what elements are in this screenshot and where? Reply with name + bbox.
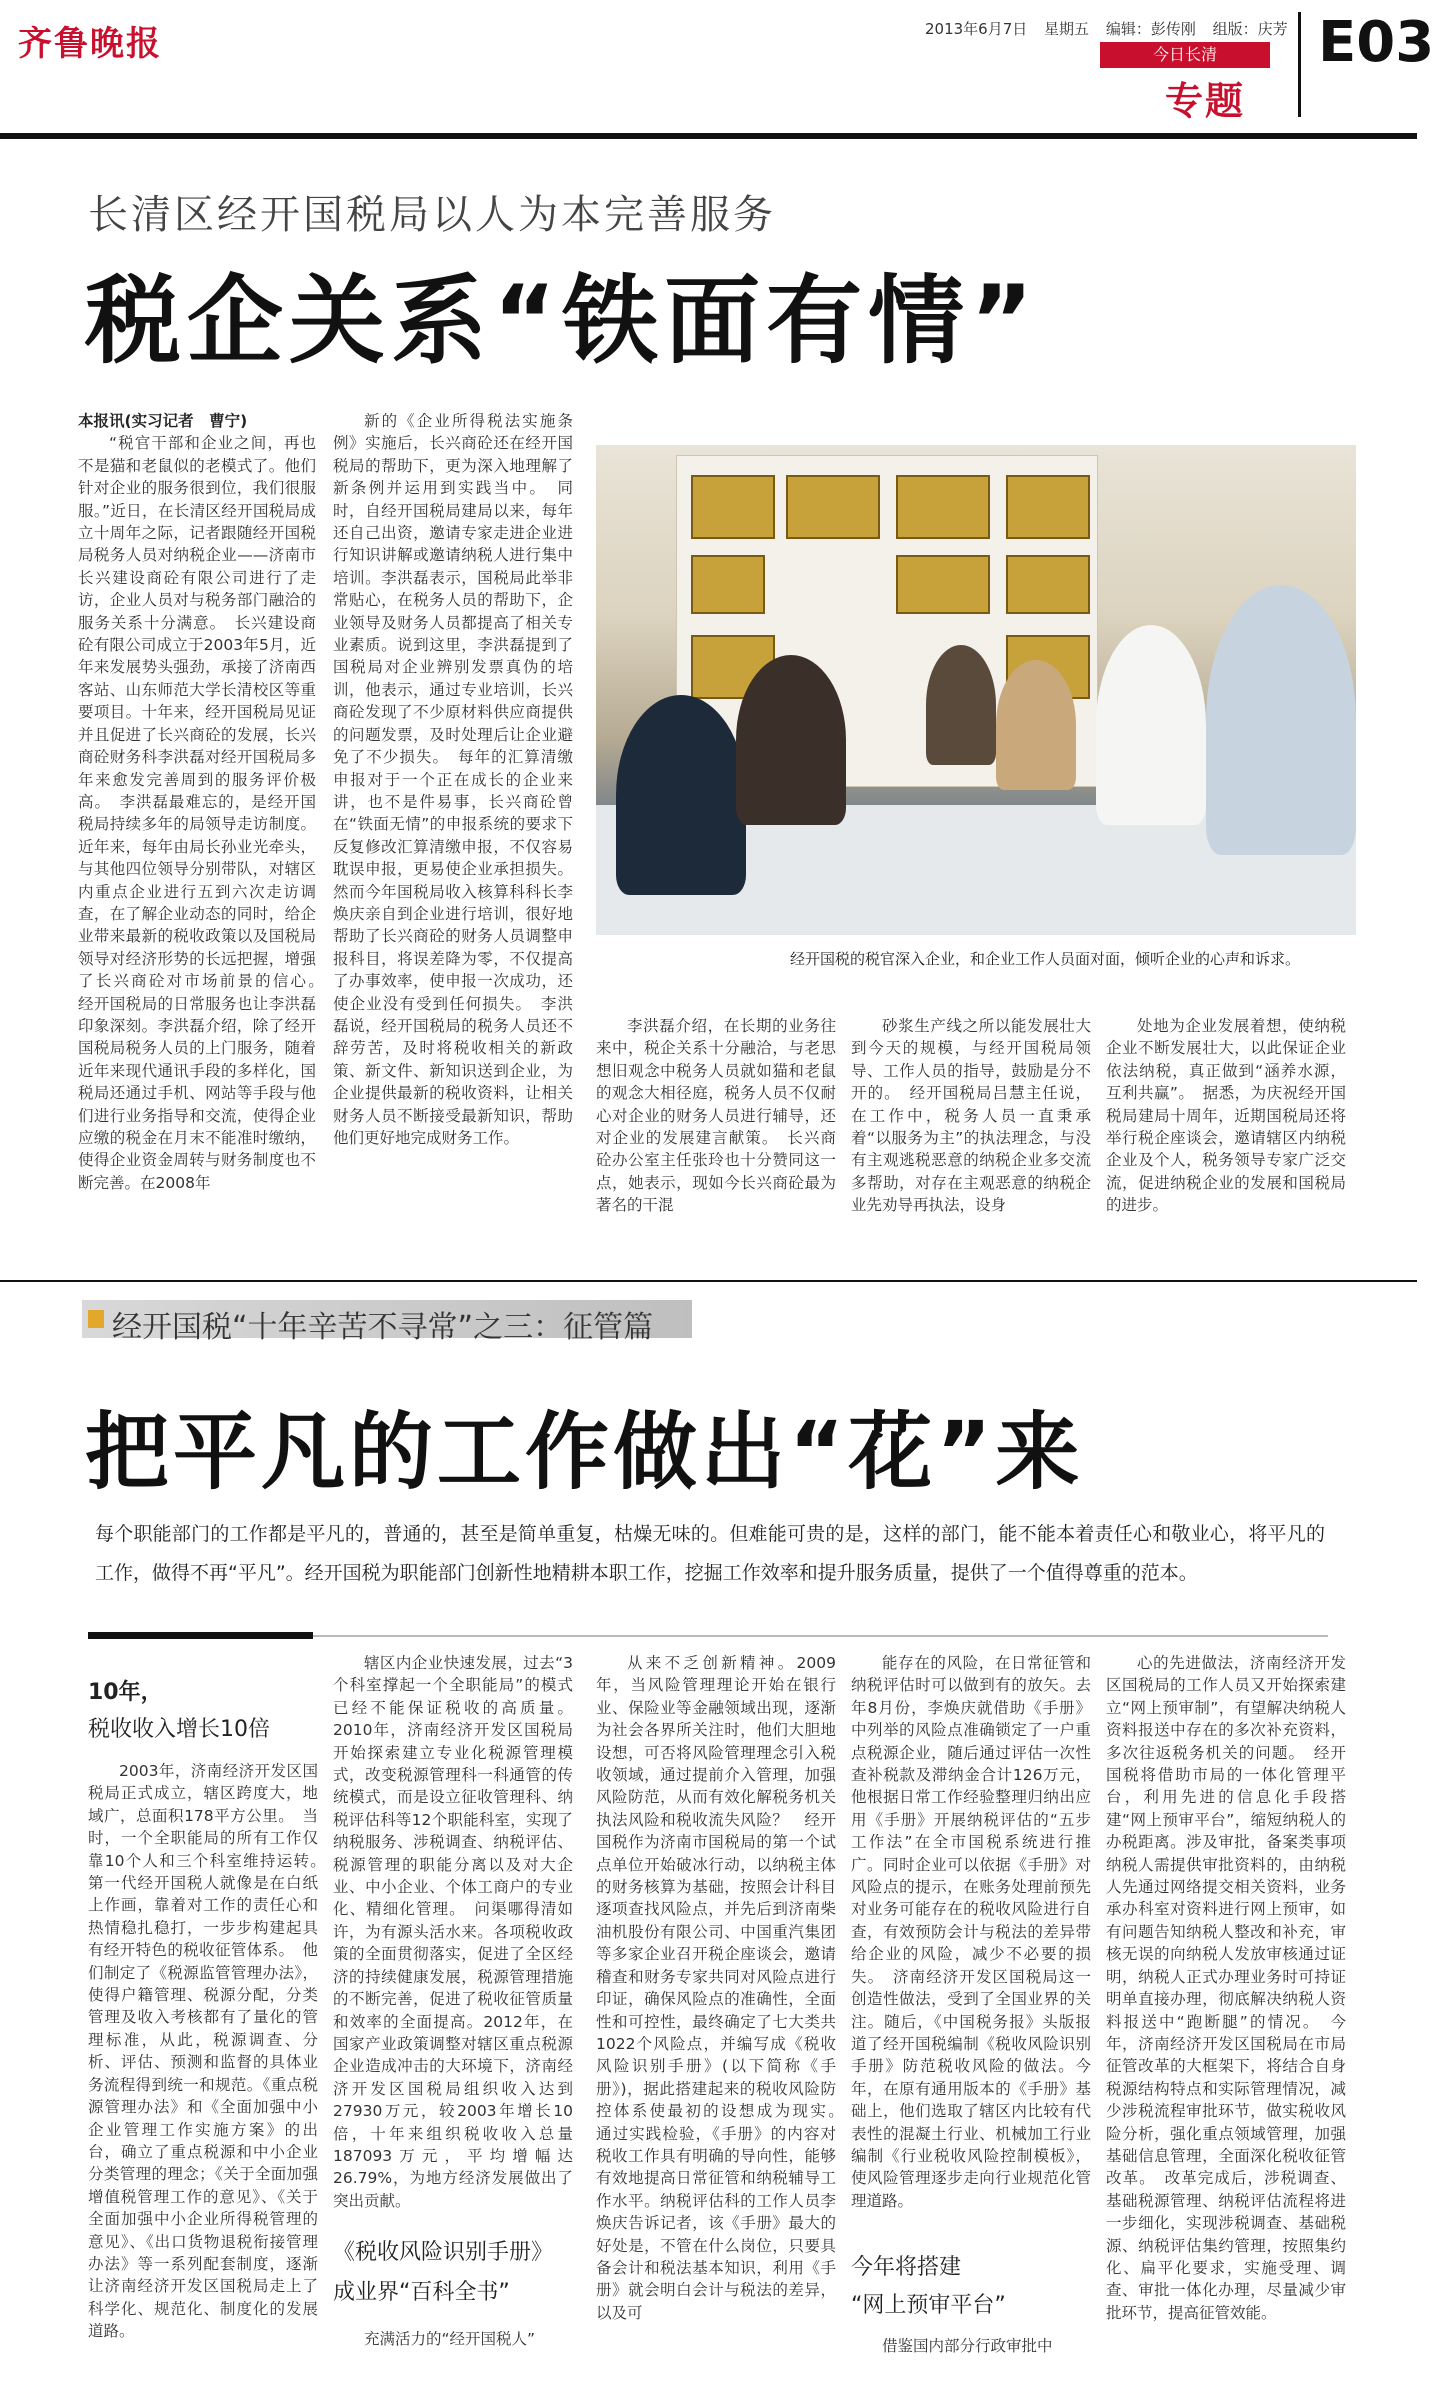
story2-column-5 [1106,1652,1346,2372]
top-rule [0,133,1417,139]
story2-col4b-text: 借鉴国内部分行政审批中 [882,2337,1053,2355]
story2-col4-text: 能存在的风险，在日常征管和纳税评估时可以做到有的放矢。去年8月份，李焕庆就借助《手册》中列举的风险点准确锁定了一户重点税源企业，随后通过评估一次性查补税款及滞纳金合计126万元，他根据日常工作经验整理归纳出应用《手册》开展纳税评估的“五步工作法”在全市国税系统进行推广。同时企业可以依据《手册》对风险点的提示，在账务处理前预先对业务可能存在的税收风险进行自查，有效预防会计与税法的差异带给企业的风险，减少不必要的损失。 济南经济开发区国税局这一创造性做法，受到了全国业界的关注。随后，《中国税务报》头版报道了经开国税编制《税收风险识别手册》防范税收风险的做法。今年，在原有通用版本的《手册》基础上，他们选取了辖区内比较有代表性的混凝土行业、机械加工行业编制《行业税收风险控制模板》，使风险管理逐步走向行业规范化管理道路。 [851,1654,1091,2210]
photo-person [1206,585,1356,855]
section-tag: 今日长清 [1100,42,1270,68]
page-number: E03 [1318,10,1434,75]
story2-subhead-3b: “网上预审平台” [851,2293,1006,2318]
masthead-divider [1298,12,1301,117]
story1-column-1 [78,410,332,1270]
story2-headline: 把平凡的工作做出“花”来 [85,1403,1084,1501]
lead-rule-accent [88,1632,313,1639]
story2-subhead-1a: 10年， [88,1680,163,1705]
story2-col2b-text: 充满活力的“经开国税人” [364,2330,536,2348]
story1-column-2 [333,410,573,1270]
photo-plaque [1006,475,1090,539]
newspaper-logo: 齐鲁晚报 [18,24,162,64]
photo-person [616,695,746,895]
story2-column-2 [333,1652,573,2222]
story1-col5-text: 处地为企业发展着想，使纳税企业不断发展壮大，以此保证企业依法纳税，真正做到“涵养水源，互利共赢”。 据悉，为庆祝经开国税局建局十周年，近期国税局还将举行税企座谈会，邀请辖区内纳税企业及个人，税务领导专家广泛交流，促进纳税企业的发展和国税局的进步。 [1106,1017,1346,1215]
photo-person [736,655,846,825]
story2-column-3 [596,1652,852,2372]
story2-col5-text: 心的先进做法，济南经济开发区国税局的工作人员又开始探索建立“网上预审制”，有望解决纳税人资料报送中存在的多次补充资料，多次往返税务机关的问题。 经开国税将借助市局的一体化管理平台，利用先进的信息化手段搭建“网上预审平台”，缩短纳税人的办税距离。涉及审批，备案类事项纳税人需提供审批资料的，由纳税人先通过网络提交相关资料，业务承办科室对资料进行网上预审，如有问题告知纳税人整改和补充，审核无误的向纳税人发放审核通过证明，纳税人正式办理业务时可持证明单直接办理，彻底解决纳税人资料报送中“跑断腿”的情况。 今年，济南经济开发区国税局在市局征管改革的大框架下，将结合自身税源结构特点和实际管理情况，减少涉税流程审批环节，做实税收风险分析，强化重点领域管理，加强基础信息管理，全面深化税收征管改革。 改革完成后，涉税调查、基础税源管理、纳税评估流程将进一步细化，实现涉税调查、基础税源、纳税评估集约管理，按照集约化、扁平化要求，实施受理、调查、审批一体化办理，尽量减少审批环节，提高征管效能。 [1106,1654,1346,2322]
story1-column-3 [596,1015,836,1270]
layout-credit: 组版：庆芳 [1212,20,1288,38]
story1-col3-text: 李洪磊介绍，在长期的业务往来中，税企关系十分融洽，与老思想旧观念中税务人员就如猫和老鼠的观念大相径庭，税务人员不仅耐心对企业的财务人员进行辅导，还对企业的发展建言献策。 长兴商砼办公室主任张玲也十分赞同这一点，她表示，现如今长兴商砼最为著名的干混 [596,1017,836,1215]
story2-column-2b [333,2328,573,2368]
story2-subhead-2a: 《税收风险识别手册》 [333,2240,554,2265]
photo-person [1096,625,1206,825]
story1-col2-text: 新的《企业所得税法实施条例》实施后，长兴商砼还在经开国税局的帮助下，更为深入地理解了新条例并运用到实践当中。 同时，自经开国税局建局以来，每年还自己出资，邀请专家走进企业进行知识讲解或邀请纳税人进行集中培训。李洪磊表示，国税局此举非常贴心，在税务人员的帮助下，企业领导及财务人员都提高了相关专业素质。说到这里，李洪磊提到了国税局对企业辨别发票真伪的培训，他表示，通过专业培训，长兴商砼发现了不少原材料供应商提供的问题发票，及时处理后让企业避免了不少损失。 每年的汇算清缴申报对于一个正在成长的企业来讲，也不是件易事，长兴商砼曾在“铁面无情”的申报系统的要求下反复修改汇算清缴申报，不仅容易耽误申报，更易使企业承担损失。然而今年国税局收入核算科科长李焕庆亲自到企业进行培训，很好地帮助了长兴商砼的财务人员调整申报科目，将误差降为零，不仅提高了办事效率，使申报一次成功，还使企业没有受到任何损失。 李洪磊说，经开国税局的税务人员还不辞劳苦，及时将税收相关的新政策、新文件、新知识送到企业，为企业提供最新的税收资料，让相关财务人员不断接受最新知识，帮助他们更好地完成财务工作。 [333,412,573,1147]
photo-plaque [896,555,990,614]
photo-plaque [896,475,990,539]
story2-subhead-1b: 税收收入增长10倍 [88,1717,270,1742]
photo-plaque [786,475,880,539]
photo-person [926,645,996,765]
story2-subhead-3a: 今年将搭建 [851,2255,962,2280]
section-name: 专题 [1165,79,1246,123]
photo-caption: 经开国税的税官深入企业，和企业工作人员面对面，倾听企业的心声和诉求。 [790,950,1301,968]
story1-column-4 [851,1015,1091,1270]
photo-plaque [1006,555,1090,614]
story2-column-1 [88,1760,334,2370]
story2-col1-text: 2003年，济南经济开发区国税局正式成立，辖区跨度大，地域广，总面积178平方公里。 当时，一个全职能局的所有工作仅靠10个人和三个科室维持运转。 第一代经开国税人就像是在白纸上作画，靠着对工作的责任心和热情稳扎稳打，一步步构建起具有经开特色的税收征管体系。 他们制定了《税源监管管理办法》，使得户籍管理、税源分配，分类管理及收入考核都有了量化的管理标准，从此，税源调查、分析、评估、预测和监督的具体业务流程得到统一和规范。《重点税源管理办法》和《全面加强中小企业管理工作实施方案》的出台，确立了重点税源和中小企业分类管理的理念；《关于全面加强增值税管理工作的意见》、《关于全面加强中小企业所得税管理的意见》、《出口货物退税衔接管理办法》等一系列配套制度，逐渐让济南经济开发区国税局走上了科学化、规范化、制度化的发展道路。 [88,1762,334,2341]
story1-byline: 本报讯(实习记者 曹宁) [78,412,248,430]
photo-person [996,660,1076,790]
story1-column-5 [1106,1015,1346,1270]
editor-credit: 编辑：彭传刚 [1105,20,1196,38]
story2-col3-text: 从来不乏创新精神。2009年，当风险管理理论开始在银行业、保险业等金融领域出现，逐渐为社会各界所关注时，他们大胆地设想，可否将风险管理理念引入税收领域，通过提前介入管理，加强风险防范，从而有效化解税务机关执法风险和税收流失风险？ 经开国税作为济南市国税局的第一个试点单位开始破冰行动，以纳税主体的财务核算为基础，按照会计科目逐项查找风险点，并先后到济南柴油机股份有限公司、中国重汽集团等多家企业召开税企座谈会，邀请稽查和财务专家共同对风险点进行印证，确保风险点的准确性，全面性和可控性，最终确定了七大类共1022个风险点，并编写成《税收风险识别手册》(以下简称《手册》)，据此搭建起来的税收风险防控体系使最初的设想成为现实。 通过实践检验，《手册》的内容对税收工作具有明确的导向性，能够有效地提高日常征管和纳税辅导工作水平。纳税评估科的工作人员李焕庆告诉记者，该《手册》最大的好处是，不管在什么岗位，只要具备会计和税法基本知识，利用《手册》就会明白会计与税法的差异，以及可 [596,1654,852,2322]
photo-plaque [691,555,765,614]
story2-col2-text: 辖区内企业快速发展，过去“3个科室撑起一个全职能局”的模式已经不能保证税收的高质量。2010年，济南经济开发区国税局开始探索建立专业化税源管理模式，改变税源管理科一科通管的传统模式，而是设立征收管理科、纳税评估科等12个职能科室，实现了纳税服务、涉税调查、纳税评估、税源管理的职能分离以及对大企业、中小企业、个体工商户的专业化、精细化管理。 问渠哪得清如许，为有源头活水来。各项税收政策的全面贯彻落实，促进了全区经济的持续健康发展，税源管理措施的不断完善，促进了税收征管质量和效率的全面提高。2012年，在国家产业政策调整对辖区重点税源企业造成冲击的大环境下，济南经济开发区国税局组织收入达到27930万元，较2003年增长10倍，十年来组织税收收入总量187093万元，平均增幅达26.79%，为地方经济发展做出了突出贡献。 [333,1654,573,2210]
issue-meta [925,18,1300,39]
story2-column-4b [851,2335,1091,2370]
issue-weekday: 星期五 [1044,20,1090,38]
story1-kicker: 长清区经开国税局以人为本完善服务 [88,192,776,238]
story-divider [0,1280,1417,1282]
photo-plaque [691,475,775,539]
story2-kicker: 经开国税“十年辛苦不寻常”之三：征管篇 [112,1310,654,1345]
story2-subhead-2b: 成业界“百科全书” [333,2280,510,2305]
story1-col1-text: “税官干部和企业之间，再也不是猫和老鼠似的老模式了。他们针对企业的服务很到位，我们很服服。”近日，在长清区经开国税局成立十周年之际，记者跟随经开国税局税务人员对纳税企业——济南市长兴建设商砼有限公司进行了走访，企业人员对与税务部门融洽的服务关系十分满意。 长兴建设商砼有限公司成立于2003年5月，近年来发展势头强劲，承接了济南西客站、山东师范大学长清校区等重要项目。十年来，经开国税局见证并且促进了长兴商砼的发展，长兴商砼财务科李洪磊对经开国税局多年来愈发完善周到的服务评价极高。 李洪磊最难忘的，是经开国税局持续多年的局领导走访制度。近年来，每年由局长孙业光牵头，与其他四位领导分别带队，对辖区内重点企业进行五到六次走访调查，在了解企业动态的同时，给企业带来最新的税收政策以及国税局领导对经济形势的长远把握，增强了长兴商砼对市场前景的信心。 经开国税局的日常服务也让李洪磊印象深刻。李洪磊介绍，除了经开国税局税务人员的上门服务，随着近年来现代通讯手段的多样化，国税局还通过手机、网站等手段与他们进行业务指导和交流，使得企业应缴的税金在月末不能准时缴纳，使得企业资金周转与财务制度也不断完善。在2008年 [78,434,332,1192]
story1-col4-text: 砂浆生产线之所以能发展壮大到今天的规模，与经开国税局领导、工作人员的指导，鼓励是分不开的。 经开国税局吕慧主任说，在工作中，税务人员一直秉承着“以服务为主”的执法理念，与没有主观逃税恶意的纳税企业多交流多帮助，对存在主观恶意的纳税企业先劝导再执法，设身 [851,1017,1091,1215]
issue-date: 2013年6月7日 [925,20,1028,38]
story1-headline: 税企关系“铁面有情” [85,265,1040,377]
story2-column-4 [851,1652,1091,2242]
story2-lead: 每个职能部门的工作都是平凡的，普通的，甚至是简单重复，枯燥无味的。但难能可贵的是，这样的部门，能不能本着责任心和敬业心，将平凡的工作，做得不再“平凡”。经开国税为职能部门创新性地精耕本职工作，挖掘工作效率和提升服务质量，提供了一个值得尊重的范本。 [95,1523,1325,1584]
kicker-square-icon [88,1310,104,1328]
story1-photo [596,445,1356,935]
